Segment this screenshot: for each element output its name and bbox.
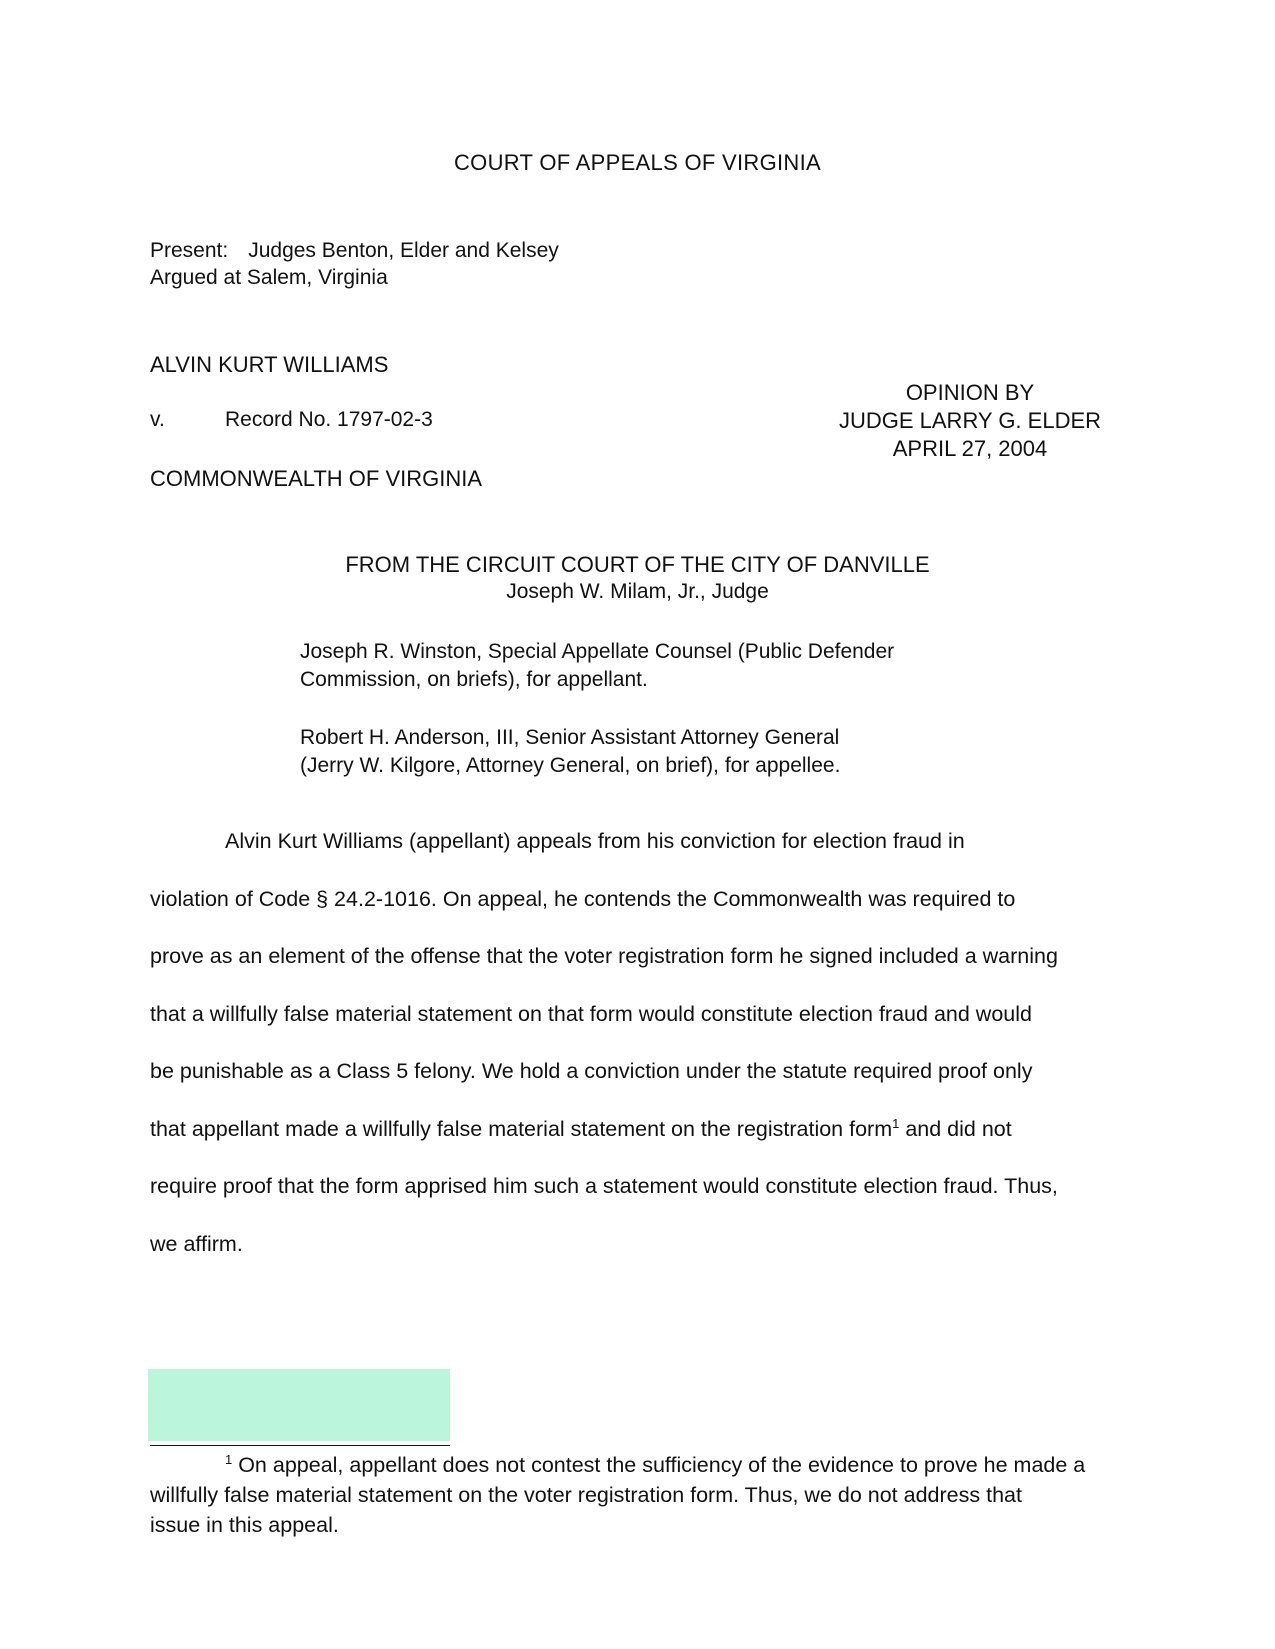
argued-location: Argued at Salem, Virginia — [150, 266, 388, 289]
record-number: Record No. 1797-02-3 — [225, 408, 433, 431]
present-judges: Judges Benton, Elder and Kelsey — [248, 239, 559, 262]
court-title: COURT OF APPEALS OF VIRGINIA — [453, 150, 821, 175]
footnote-line: willfully false material statement on the voter registration form. Thus, we do not address that — [150, 1483, 1022, 1507]
opinion-body — [150, 826, 1140, 1286]
body-line: be punishable as a Class 5 felony. We hold a conviction under the statute required proof only — [150, 1059, 1033, 1083]
present-label: Present: — [150, 239, 229, 262]
footnote-text: On appeal, appellant does not contest the sufficiency of the evidence to prove he made a — [232, 1453, 1086, 1477]
appellee-counsel-line: Robert H. Anderson, III, Senior Assistant Attorney General — [300, 726, 840, 749]
body-line — [150, 1114, 1140, 1172]
versus-label: v. — [150, 408, 165, 431]
footnote-line: issue in this appeal. — [150, 1513, 339, 1537]
appellee-counsel-line: (Jerry W. Kilgore, Attorney General, on brief), for appellee. — [300, 754, 841, 777]
body-line: prove as an element of the offense that the voter registration form he signed included a warning — [150, 944, 1058, 968]
opinion-by-label: OPINION BY — [905, 380, 1035, 405]
appellee-name: COMMONWEALTH OF VIRGINIA — [150, 466, 483, 491]
body-line: Alvin Kurt Williams (appellant) appeals from his conviction for election fraud in — [225, 829, 965, 853]
appellant-counsel-line: Joseph R. Winston, Special Appellate Counsel (Public Defender — [300, 640, 895, 663]
appellant-counsel-line: Commission, on briefs), for appellant. — [300, 668, 648, 691]
body-line: we affirm. — [150, 1231, 243, 1256]
body-line-text: that appellant made a willfully false material statement on the registration form — [150, 1116, 893, 1141]
body-line-text: and did not — [899, 1116, 1012, 1141]
body-line: that a willfully false material statement on that form would constitute election fraud and would — [150, 1001, 1032, 1026]
footnote-line — [150, 1450, 1085, 1480]
lower-court-judge: Joseph W. Milam, Jr., Judge — [506, 580, 769, 603]
footnote-number: 1 — [225, 1451, 233, 1467]
body-line: violation of Code § 24.2-1016. On appeal, he contends the Commonwealth was required to — [150, 886, 1016, 911]
appellant-name: ALVIN KURT WILLIAMS — [150, 352, 389, 377]
opinion-block — [760, 379, 1180, 463]
footnote — [150, 1450, 1085, 1540]
appellant-counsel — [300, 638, 894, 694]
present-line — [150, 237, 559, 264]
highlight-box — [148, 1369, 450, 1441]
footnote-reference[interactable]: 1 — [892, 1115, 900, 1131]
opinion-judge: JUDGE LARRY G. ELDER — [838, 408, 1102, 433]
opinion-date: APRIL 27, 2004 — [892, 436, 1048, 461]
lower-court-name: FROM THE CIRCUIT COURT OF THE CITY OF DANVILLE — [345, 552, 930, 577]
appellee-counsel — [300, 724, 840, 780]
footnote-divider — [150, 1445, 450, 1446]
body-line: require proof that the form apprised him such a statement would constitute election fraud. Thus, — [150, 1174, 1058, 1198]
